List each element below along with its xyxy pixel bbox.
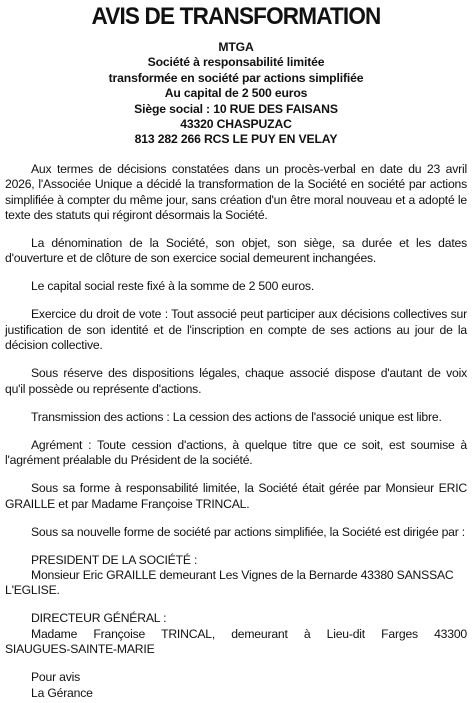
company-header (5, 40, 467, 148)
president-line1: Monsieur Eric GRAILLE demeurant Les Vignes de la Bernarde 43380 SANSSAC (31, 567, 454, 582)
notice-title: AVIS DE TRANSFORMATION (91, 3, 381, 30)
paragraph-votes: Sous réserve des dispositions légales, chaque associé dispose d'autant de voix qu'il possède ou représente d'actions. (5, 366, 467, 396)
paragraph-transfer: Transmission des actions : La cession des actions de l'associé unique est libre. (31, 409, 442, 424)
paragraph-former-management: Sous sa forme à responsabilité limitée, la Société était gérée par Monsieur ERIC GRAILLE et par Madame Françoise TRINCAL. (5, 481, 467, 511)
directeur-heading: DIRECTEUR GÉNÉRAL : (31, 611, 167, 626)
directeur-line1: Madame Françoise TRINCAL, demeurant à Lieu-dit Farges 43300 (31, 626, 467, 641)
paragraph-approval: Agrément : Toute cession d'actions, à quelque titre que ce soit, est soumise à l'agrément préalable du Président de la société. (5, 437, 467, 468)
paragraph-voting: Exercice du droit de vote : Tout associé peut participer aux décisions collectives sur justification de son identité et de l'inscription en compte de ses actions au jour de la décision collective. (5, 307, 467, 353)
notice-body (5, 162, 467, 701)
company-transformation: transformée en société par actions simplifiée (108, 70, 364, 85)
directeur-line2: SIAUGUES-SAINTE-MARIE (5, 642, 155, 657)
paragraph-unchanged: La dénomination de la Société, son objet, son siège, sa durée et les dates d'ouverture et de clôture de son exercice social demeurent inchangées. (5, 236, 467, 266)
signoff (5, 670, 467, 701)
company-form: Société à responsabilité limitée (147, 55, 325, 70)
company-name: MTGA (218, 40, 254, 54)
paragraph-new-management: Sous sa nouvelle forme de société par actions simplifiée, la Société est dirigée par : (31, 524, 465, 539)
signoff-line1: Pour avis (31, 670, 81, 685)
directeur-block (5, 611, 467, 657)
company-capital: Au capital de 2 500 euros (164, 86, 308, 101)
company-address: Siège social : 10 RUE DES FAISANS (134, 101, 338, 116)
paragraph-capital: Le capital social reste fixé à la somme de 2 500 euros. (31, 279, 315, 294)
paragraph-decision: Aux termes de décisions constatées dans un procès-verbal en date du 23 avril 2026, l'Associée Unique a décidé la transformation de la Société en société par actions simplifiée à compter du même jour, sans création d'un être moral nouveau et a adopté le texte des statuts qui régiront désormais la Société. (5, 161, 467, 223)
company-city: 43320 CHASPUZAC (180, 117, 292, 132)
president-block (5, 553, 467, 599)
president-heading: PRESIDENT DE LA SOCIÉTÉ : (31, 552, 198, 567)
signoff-line2: La Gérance (31, 685, 93, 700)
president-line2: L'EGLISE. (5, 583, 60, 598)
company-rcs: 813 282 266 RCS LE PUY EN VELAY (134, 132, 338, 147)
